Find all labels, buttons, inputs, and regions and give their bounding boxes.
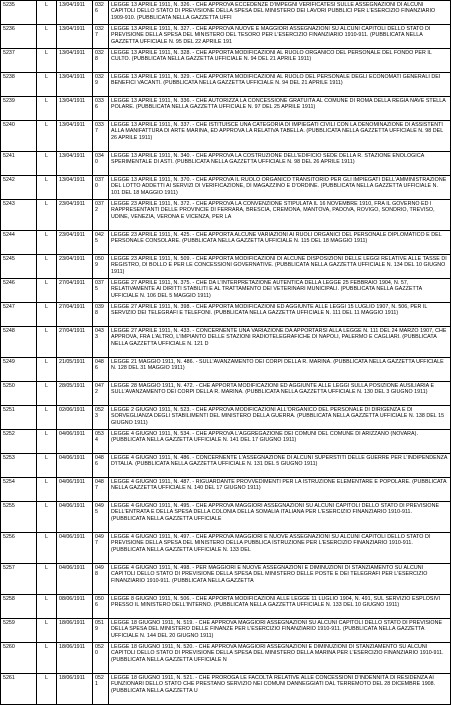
act-number: 0472	[93, 382, 109, 406]
act-date: 21/05/1911	[57, 358, 93, 382]
table-row	[1, 564, 451, 595]
record-number: 5259	[1, 619, 37, 643]
act-description: LEGGE 4 GIUGNO 1911, N. 495. - CHE APPROVA MAGGIORI ASSEGNAZIONI SU ALCUNI CAPITOLI DELLO STATO DI PREVISIONE DELL'ENTRATA E DELLA SPESA DELLA COLONIA DELLA SOMALIA ITALIANA PER L'ESERCIZIO FINANZIARIO 1910-911. (PUBBLICATA NELLA GAZZETTA UFFICIALE	[109, 502, 451, 533]
act-type: L	[37, 358, 57, 382]
record-number: 5243	[1, 200, 37, 231]
act-number: 0509	[93, 255, 109, 279]
act-number: 0519	[93, 619, 109, 643]
act-number: 0375	[93, 279, 109, 303]
table-row	[1, 1, 451, 25]
act-description: LEGGE 28 MAGGIO 1911, N. 472. - CHE APPORTA MODIFICAZIONI ED AGGIUNTE ALLE LEGGI SULLA POSIZIONE AUSILIARIA E SULL'AVANZAMENTO DEI CORPI DELLA R. MARINA. (PUBBLICATA NELLA GAZZETTA UFFICIALE N. 130 DEL 3 GIUGNO 1911)	[109, 382, 451, 406]
act-description: LEGGE 13 APRILE 1911, N. 370. - CHE APPROVA IL RUOLO ORGANICO TRANSITORIO PER GLI IMPIEGATI DELL'AMMINISTRAZIONE DEL LOTTO ADDETTI AI SERVIZI DI VERIFICAZIONE, DI MAGAZZINO E D'ORDINE. (PUBBLICATA NELLA GAZZETTA UFFICIALE N. 101 DEL 18 MAGGIO 1911)	[109, 176, 451, 200]
act-type: L	[37, 595, 57, 619]
act-number: 0326	[93, 1, 109, 25]
act-date: 04/06/1911	[57, 430, 93, 454]
record-number: 5256	[1, 533, 37, 564]
table-row	[1, 358, 451, 382]
act-date: 23/04/1911	[57, 255, 93, 279]
act-description: LEGGE 27 APRILE 1911, N. 375. - CHE DA L'INTERPRETAZIONE AUTENTICA DELLA LEGGE 25 FEBBRAIO 1904, N. 57, RELATIVAMENTE AI DIRITTI STABILITI E AL TRATTAMENTO DEI VETERINARI MUNICIPALI. (PUBBLICATA NELLA GAZZETTA UFFICIALE N. 106 DEL 5 MAGGIO 1911)	[109, 279, 451, 303]
table-row	[1, 121, 451, 152]
act-number: 0495	[93, 502, 109, 533]
act-date: 13/04/1911	[57, 121, 93, 152]
record-number: 5238	[1, 73, 37, 97]
table-row	[1, 25, 451, 49]
act-type: L	[37, 49, 57, 73]
record-number: 5254	[1, 478, 37, 502]
act-type: L	[37, 25, 57, 49]
act-type: L	[37, 502, 57, 533]
act-type: L	[37, 1, 57, 25]
act-date: 13/04/1911	[57, 73, 93, 97]
table-row	[1, 231, 451, 255]
act-number: 0498	[93, 564, 109, 595]
act-description: LEGGE 18 GIUGNO 1911, N. 521. - CHE PROROGA LE FACOLTÀ RELATIVE ALLE CONCESSIONI D'INDENNITÀ DI RESIDENZA AI FUNZIONARI DELLO STATO CHE PRESTANO SERVIZIO NEI COMUNI DANNEGGIATI DAL TERREMOTO DEL 28 DICEMBRE 1908. (PUBBLICATA NELLA GAZZETTA U	[109, 674, 451, 705]
act-date: 18/06/1911	[57, 674, 93, 705]
act-number: 0370	[93, 176, 109, 200]
act-type: L	[37, 200, 57, 231]
act-number: 0337	[93, 121, 109, 152]
record-number: 5242	[1, 176, 37, 200]
act-description: LEGGE 27 APRILE 1911, N. 398. - CHE APPORTA MODIFICAZIONI ED AGGIUNTE ALLE LEGGI 15 LUGLIO 1907, N. 506, PER IL SERVIZIO DEI TELEGRAFI E TELEFONI. (PUBBLICATA NELLA GAZZETTA UFFICIALE N. 111 DEL 11 MAGGIO 1911)	[109, 303, 451, 327]
act-number: 0534	[93, 430, 109, 454]
act-description: LEGGE 4 GIUGNO 1911, N. 497. - CHE APPROVA MAGGIORI E NUOVE ASSEGNAZIONI SU ALCUNI CAPITOLI DELLO STATO DI PREVISIONE DELLA SPESA DEL MINISTERO DELLA PUBBLICA ISTRUZIONE PER L'ESERCIZIO FINANZIARIO 1910-911. (PUBBLICATA NELLA GAZZETTA UFFICIALE N. 133 DEL	[109, 533, 451, 564]
record-number: 5251	[1, 406, 37, 430]
act-date: 13/04/1911	[57, 25, 93, 49]
act-date: 04/06/1911	[57, 564, 93, 595]
table-row	[1, 533, 451, 564]
table-row	[1, 454, 451, 478]
act-date: 27/04/1911	[57, 303, 93, 327]
act-date: 13/04/1911	[57, 152, 93, 176]
act-number: 0521	[93, 674, 109, 705]
act-type: L	[37, 231, 57, 255]
table-row	[1, 406, 451, 430]
record-number: 5237	[1, 49, 37, 73]
act-type: L	[37, 97, 57, 121]
table-row	[1, 619, 451, 643]
act-type: L	[37, 279, 57, 303]
act-type: L	[37, 478, 57, 502]
record-number: 5253	[1, 454, 37, 478]
table-row	[1, 595, 451, 619]
act-number: 0329	[93, 73, 109, 97]
act-type: L	[37, 327, 57, 358]
act-description: LEGGE 4 GIUGNO 1911, N. 486. - CONCERNENTE L'ASSEGNAZIONE DI ALCUNI SUPERSTITI DELLE GUERRE PER L'INDIPENDENZA D'ITALIA. (PUBBLICATA NELLA GAZZETTA UFFICIALE N. 131 DEL 5 GIUGNO 1911)	[109, 454, 451, 478]
act-type: L	[37, 643, 57, 674]
table-row	[1, 327, 451, 358]
act-date: 27/04/1911	[57, 327, 93, 358]
act-date: 08/06/1911	[57, 595, 93, 619]
record-number: 5255	[1, 502, 37, 533]
table-row	[1, 502, 451, 533]
table-row	[1, 303, 451, 327]
act-type: L	[37, 619, 57, 643]
act-number: 0425	[93, 231, 109, 255]
act-number: 0433	[93, 327, 109, 358]
act-number: 0372	[93, 200, 109, 231]
act-description: LEGGE 4 GIUGNO 1911, N. 487. - RIGUARDANTE PROVVEDIMENTI PER LA ISTRUZIONE ELEMENTARE E POPOLARE. (PUBBLICATA NELLA GAZZETTA UFFICIALE N. 140 DEL 17 GIUGNO 1911)	[109, 478, 451, 502]
act-description: LEGGE 13 APRILE 1911, N. 340. - CHE APPROVA LA COSTRUZIONE DELL'EDIFICIO SEDE DELLA R. STAZIONE ENOLOGICA SPERIMENTALE DI ASTI. (PUBBLICATA NELLA GAZZETTA UFFICIALE N. 98 DEL 26 APRILE 1911)	[109, 152, 451, 176]
act-date: 02/06/1911	[57, 406, 93, 430]
act-type: L	[37, 533, 57, 564]
record-number: 5245	[1, 255, 37, 279]
act-number: 0327	[93, 25, 109, 49]
record-number: 5261	[1, 674, 37, 705]
register-body	[1, 1, 451, 705]
act-type: L	[37, 674, 57, 705]
table-row	[1, 152, 451, 176]
act-type: L	[37, 454, 57, 478]
act-number: 0497	[93, 533, 109, 564]
table-row	[1, 255, 451, 279]
table-row	[1, 73, 451, 97]
table-row	[1, 200, 451, 231]
act-description: LEGGE 23 APRILE 1911, N. 425. - CHE APPORTA ALCUNE VARIAZIONI AI RUOLI ORGANICI DEL PERSONALE DIPLOMATICO E DEL PERSONALE CONSOLARE. (PUBBLICATA NELLA GAZZETTA UFFICIALE N. 115 DEL 18 MAGGIO 1911)	[109, 231, 451, 255]
record-number: 5244	[1, 231, 37, 255]
act-type: L	[37, 121, 57, 152]
record-number: 5239	[1, 97, 37, 121]
act-description: LEGGE 13 APRILE 1911, N. 337. - CHE ISTITUISCE UNA CATEGORIA DI IMPIEGATI CIVILI CON LA DENOMINAZIONE DI ASSISTENTI ALLA MANIFATTURA DI ARTE MARINA, ED APPROVA LA RELATIVA TABELLA. (PUBBLICATA NELLA GAZZETTA UFFICIALE N. 98 DEL 26 APRILE 1911)	[109, 121, 451, 152]
act-description: LEGGE 13 APRILE 1911, N. 328. - CHE APPORTA MODIFICAZIONI AL RUOLO ORGANICO DEL PERSONALE DEL FONDO PER IL CULTO. (PUBBLICATA NELLA GAZZETTA UFFICIALE N. 94 DEL 21 APRILE 1911)	[109, 49, 451, 73]
act-date: 27/04/1911	[57, 279, 93, 303]
act-type: L	[37, 176, 57, 200]
act-description: LEGGE 4 GIUGNO 1911, N. 498. - PER MAGGIORI E NUOVE ASSEGNAZIONI E DIMINUZIONI DI STANZIAMENTO SU ALCUNI CAPITOLI DELLO STATO DI PREVISIONE DELLA SPESA DEL MINISTERO DELLE POSTE E DEI TELEGRAFI PER L'ESERCIZIO FINANZIARIO 1910-911. (PUBBLICATA NELLA GAZZETTA	[109, 564, 451, 595]
table-row	[1, 49, 451, 73]
act-type: L	[37, 406, 57, 430]
act-date: 13/04/1911	[57, 1, 93, 25]
act-description: LEGGE 4 GIUGNO 1911, N. 534. - CHE APPROVA L'AGGREGAZIONE DEI COMUNI DEL COMUNE DI ARIZZANO (NOVARA). (PUBBLICATA NELLA GAZZETTA UFFICIALE N. 141 DEL 17 GIUGNO 1911)	[109, 430, 451, 454]
act-description: LEGGE 27 APRILE 1911, N. 433. - CONCERNENTE UNA VARIAZIONE DA APPORTARSI ALLA LEGGE N. 111 DEL 24 MARZO 1907, CHE APPROVA, FRA L'ALTRO, L'IMPIANTO DELLE STAZIONI RADIOTELEGRAFICHE DI NAPOLI, PALERMO E CAGLIARI. (PUBBLICATA NELLA GAZZETTA UFFICIALE N. 121 D	[109, 327, 451, 358]
record-number: 5247	[1, 303, 37, 327]
record-number: 5235	[1, 1, 37, 25]
act-description: LEGGE 23 APRILE 1911, N. 372. - CHE APPROVA LA CONVENZIONE STIPULATA IL 16 NOVEMBRE 1910, FRA IL GOVERNO ED I RAPPRESENTANTI DELLE PROVINCIE DI FERRARA, BRESCIA, CREMONA, MANTOVA, PADOVA, ROVIGO, SONDRIO, TREVISO, UDINE, VENEZIA, VERONA E VICENZA, PER LA	[109, 200, 451, 231]
act-description: LEGGE 18 GIUGNO 1911, N. 519. - CHE APPROVA MAGGIORI ASSEGNAZIONI SU ALCUNI CAPITOLI DELLO STATO DI PREVISIONE DELLA SPESA DEL MINISTERO DELLE FINANZE PER L'ESERCIZIO FINANZIARIO 1910-911. (PUBBLICATA NELLA GAZZETTA UFFICIALE N. 144 DEL 20 GIUGNO 1911)	[109, 619, 451, 643]
act-date: 04/06/1911	[57, 502, 93, 533]
table-row	[1, 382, 451, 406]
record-number: 5250	[1, 382, 37, 406]
act-description: LEGGE 2 GIUGNO 1911, N. 523. - CHE APPROVA MODIFICAZIONI ALL'ORGANICO DEL PERSONALE DI DIRIGENZA E DI SORVEGLIANZA DEGLI STABILIMENTI DEL MINISTERO DELLA GUERRA. (PUBBLICATA NELLA GAZZETTA UFFICIALE N. 138 DEL 15 GIUGNO 1911)	[109, 406, 451, 430]
table-row	[1, 674, 451, 705]
act-number: 0398	[93, 303, 109, 327]
act-date: 13/04/1911	[57, 49, 93, 73]
act-type: L	[37, 382, 57, 406]
record-number: 5258	[1, 595, 37, 619]
act-type: L	[37, 152, 57, 176]
table-row	[1, 430, 451, 454]
act-description: LEGGE 13 APRILE 1911, N. 329. - CHE APPORTA MODIFICAZIONI AL RUOLO DEL PERSONALE DEGLI ECONOMATI GENERALI DEI BENEFICI VACANTI. (PUBBLICATA NELLA GAZZETTA UFFICIALE N. 94 DEL 21 APRILE 1911)	[109, 73, 451, 97]
record-number: 5241	[1, 152, 37, 176]
act-number: 0340	[93, 152, 109, 176]
act-number: 0336	[93, 97, 109, 121]
record-number: 5236	[1, 25, 37, 49]
act-description: LEGGE 21 MAGGIO 1911, N. 486. - SULL'AVANZAMENTO DEI CORPI DELLA R. MARINA. (PUBBLICATA NELLA GAZZETTA UFFICIALE N. 128 DEL 31 MAGGIO 1911)	[109, 358, 451, 382]
record-number: 5257	[1, 564, 37, 595]
act-date: 13/04/1911	[57, 176, 93, 200]
act-description: LEGGE 13 APRILE 1911, N. 326. - CHE APPROVA ECCEDENZE D'IMPEGNI VERIFICATESI SULLE ASSEGNAZIONI DI ALCUNI CAPITOLI DELLO STATO DI PREVISIONE DELLA SPESA DEL MINISTERO DEI LAVORI PUBBLICI PER L'ESERCIZIO FINANZIARIO 1909-910. (PUBBLICATA NELLA GAZZETTA UFFI	[109, 1, 451, 25]
act-number: 0523	[93, 406, 109, 430]
act-description: LEGGE 8 GIUGNO 1911, N. 506. - CHE APPORTA MODIFICAZIONI ALLE LEGGE 11 LUGLIO 1904, N. 491, SUL SERVIZIO ESPLOSIVI PRESSO IL MINISTERO DELL'INTERNO. (PUBBLICATA NELLA GAZZETTA UFFICIALE N. 133 DEL 10 GIUGNO 1911)	[109, 595, 451, 619]
act-date: 04/06/1911	[57, 454, 93, 478]
act-type: L	[37, 564, 57, 595]
act-date: 04/06/1911	[57, 478, 93, 502]
act-type: L	[37, 303, 57, 327]
act-date: 13/04/1911	[57, 97, 93, 121]
record-number: 5240	[1, 121, 37, 152]
act-date: 18/06/1911	[57, 619, 93, 643]
act-number: 0487	[93, 478, 109, 502]
act-number: 0506	[93, 595, 109, 619]
act-date: 23/04/1911	[57, 200, 93, 231]
act-date: 04/06/1911	[57, 533, 93, 564]
record-number: 5249	[1, 358, 37, 382]
act-description: LEGGE 13 APRILE 1911, N. 336. - CHE AUTORIZZA LA CONCESSIONE GRATUITA AL COMUNE DI ROMA DELLA REGIA NAVE STELLA POLARE. (PUBBLICATA NELLA GAZZETTA UFFICIALE N. 97 DEL 25 APRILE 1911)	[109, 97, 451, 121]
record-number: 5248	[1, 327, 37, 358]
act-description: LEGGE 18 GIUGNO 1911, N. 520. - CHE APPROVA MAGGIORI ASSEGNAZIONI E DIMINUZIONI DI STANZIAMENTO SU ALCUNI CAPITOLI DELLO STATO DI PREVISIONE DELLA SPESA DEL MINISTERO DELLA MARINA PER L'ESERCIZIO FINANZIARIO 1910-911. (PUBBLICATA NELLA GAZZETTA UFFICIALE N	[109, 643, 451, 674]
act-number: 0328	[93, 49, 109, 73]
record-number: 5252	[1, 430, 37, 454]
act-number: 0486	[93, 454, 109, 478]
act-number: 0486	[93, 358, 109, 382]
act-date: 18/06/1911	[57, 643, 93, 674]
act-type: L	[37, 73, 57, 97]
table-row	[1, 176, 451, 200]
act-description: LEGGE 13 APRILE 1911, N. 327. - CHE APPROVA NUOVE E MAGGIORI ASSEGNAZIONI SU ALCUNI CAPITOLI DELLO STATO DI PREVISIONE DELLA SPESA DEL MINISTERO DEL TESORO PER L'ESERCIZIO FINANZIARIO 1910-911. (PUBBLICATA NELLA GAZZETTA UFFICIALE N. 95 DEL 22 APRILE 191	[109, 25, 451, 49]
table-row	[1, 279, 451, 303]
act-description: LEGGE 23 APRILE 1911, N. 509. - CHE APPORTA MODIFICAZIONI DI ALCUNE DISPOSIZIONI DELLE LEGGI RELATIVE ALLE TASSE DI REGISTRO, DI BOLLO E PER LE CONCESSIONI GOVERNATIVE. (PUBBLICATA NELLA GAZZETTA UFFICIALE N. 134 DEL 10 GIUGNO 1911)	[109, 255, 451, 279]
act-date: 23/04/1911	[57, 231, 93, 255]
record-number: 5246	[1, 279, 37, 303]
act-number: 0520	[93, 643, 109, 674]
table-row	[1, 97, 451, 121]
act-type: L	[37, 255, 57, 279]
record-number: 5260	[1, 643, 37, 674]
act-type: L	[37, 430, 57, 454]
table-row	[1, 478, 451, 502]
act-date: 28/05/1911	[57, 382, 93, 406]
table-row	[1, 643, 451, 674]
